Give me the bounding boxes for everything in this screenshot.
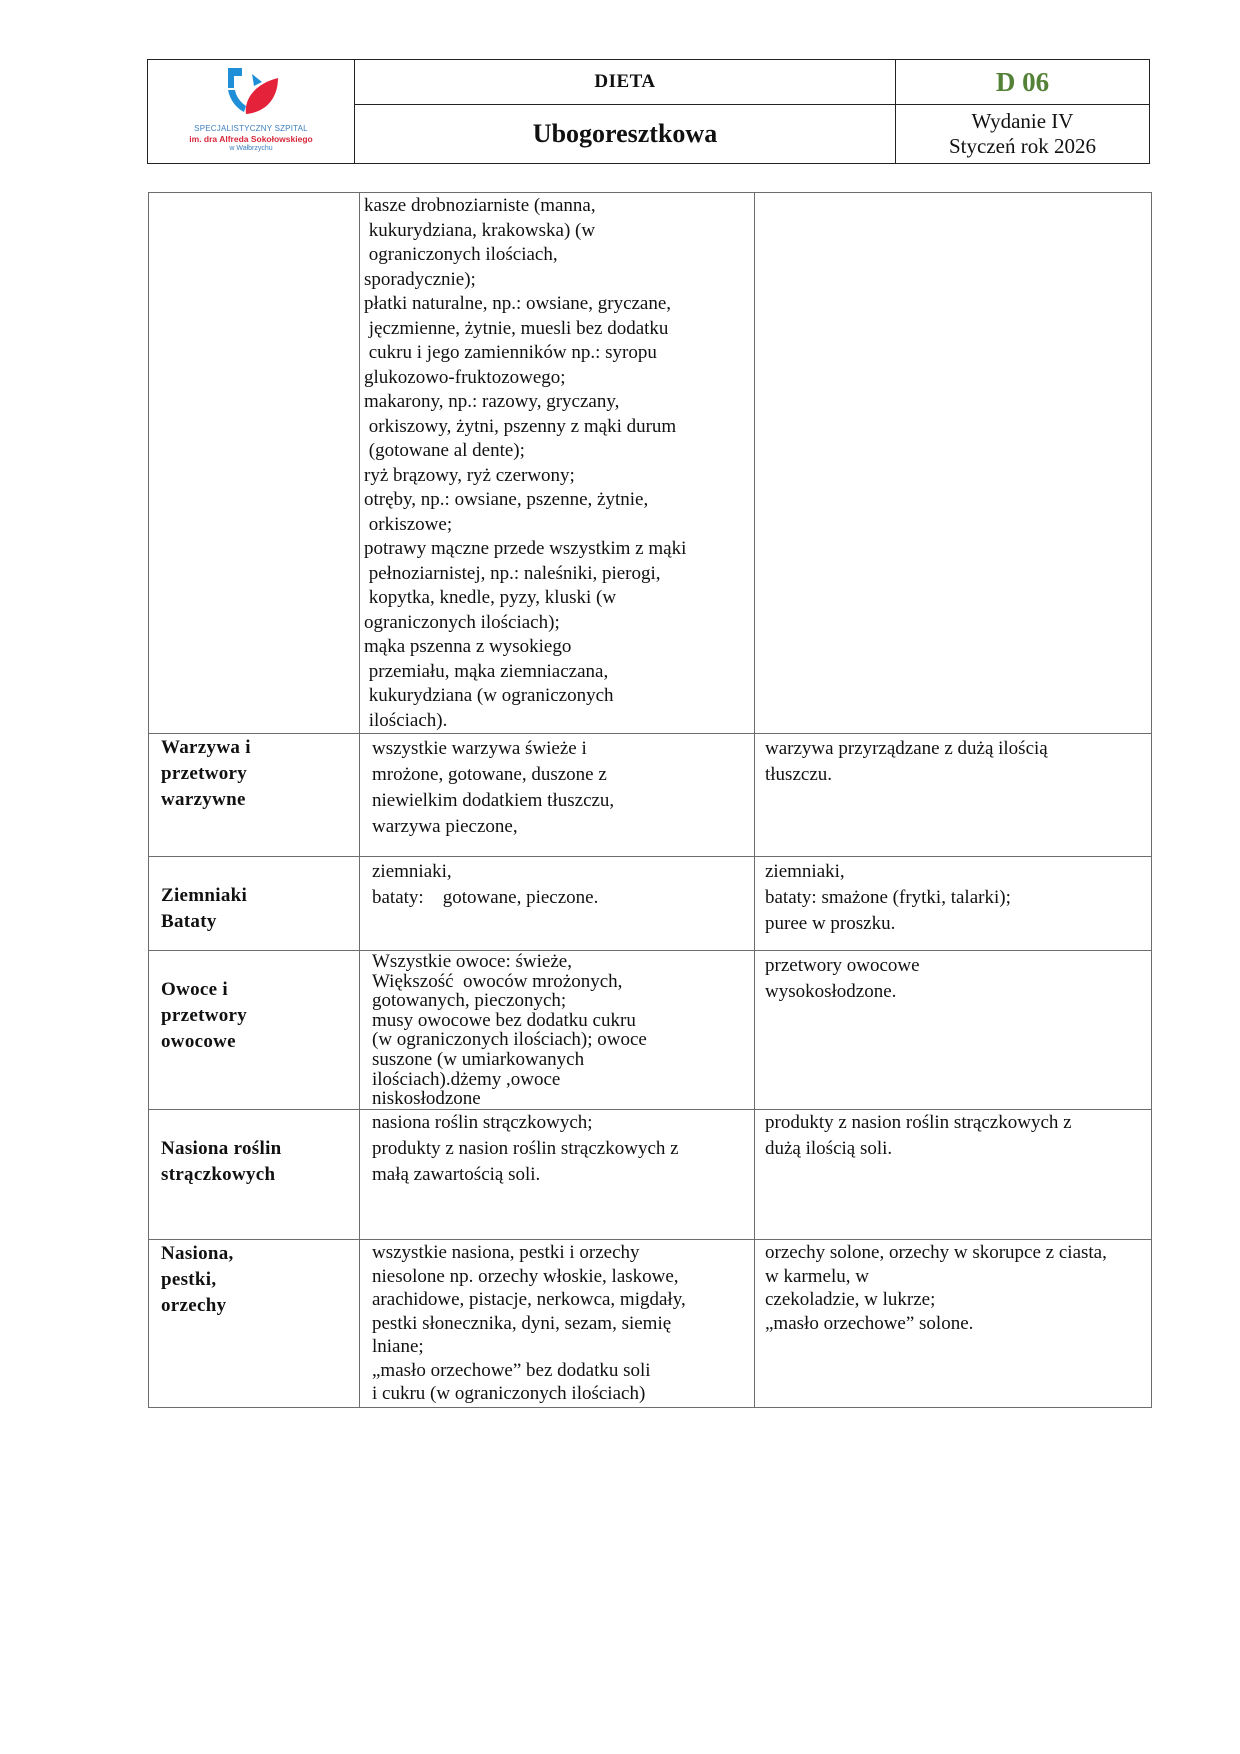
category-label: Ziemniaki Bataty xyxy=(161,885,248,932)
not-recommended-cell xyxy=(755,1240,1151,1407)
document-code: D 06 xyxy=(995,66,1050,97)
table-row xyxy=(149,193,1151,734)
recommended-text: wszystkie warzywa świeże i mrożone, gotowane, duszone z niewielkim dodatkiem tłuszczu, warzywa pieczone, xyxy=(372,738,615,837)
not-recommended-text: przetwory owocowe wysokosłodzone. xyxy=(765,955,920,1002)
hospital-logo-icon xyxy=(224,66,280,118)
recommended-text: ziemniaki, bataty: gotowane, pieczone. xyxy=(372,861,599,908)
header-title-column xyxy=(355,60,896,163)
table-row xyxy=(149,857,1151,951)
edition-date: Styczeń rok 2026 xyxy=(949,134,1096,158)
not-recommended-text: produkty z nasion roślin strączkowych z dużą ilością soli. xyxy=(765,1112,1072,1159)
recommended-cell xyxy=(360,951,755,1109)
recommended-cell xyxy=(360,193,755,733)
document-header xyxy=(147,59,1150,164)
diet-name: Ubogoresztkowa xyxy=(532,119,718,148)
recommended-text: wszystkie nasiona, pestki i orzechy niesolone np. orzechy włoskie, laskowe, arachidowe, pistacje, nerkowca, migdały, pestki słonecznika, dyni, sezam, siemię lniane; „masło orzechowe” bez dodatku soli i cukru (w ograniczonych ilościach) xyxy=(372,1242,686,1404)
recommended-cell xyxy=(360,1240,755,1407)
table-row xyxy=(149,1110,1151,1240)
not-recommended-cell xyxy=(755,951,1151,1109)
header-meta-column xyxy=(896,60,1149,163)
hospital-logo xyxy=(148,60,355,163)
category-label: Nasiona, pestki, orzechy xyxy=(161,1243,234,1316)
category-cell xyxy=(149,857,360,950)
category-cell xyxy=(149,734,360,856)
category-label: Nasiona roślin strączkowych xyxy=(161,1138,282,1185)
category-cell xyxy=(149,951,360,1109)
category-label: Owoce i przetwory owocowe xyxy=(161,979,248,1052)
recommended-text: Wszystkie owoce: świeże, Większość owoców mrożonych, gotowanych, pieczonych; musy owocowe bez dodatku cukru (w ograniczonych ilościach); owoce suszone (w umiarkowanych ilościach).dżemy ,owoce niskosłodzone xyxy=(372,951,647,1110)
category-cell xyxy=(149,1110,360,1239)
not-recommended-cell xyxy=(755,734,1151,856)
table-row xyxy=(149,734,1151,857)
diet-table xyxy=(148,192,1152,1408)
category-cell xyxy=(149,1240,360,1407)
recommended-cell xyxy=(360,857,755,950)
logo-text-line3: w Wałbrzychu xyxy=(229,145,273,152)
recommended-text: nasiona roślin strączkowych; produkty z nasion roślin strączkowych z małą zawartością soli. xyxy=(372,1112,679,1185)
recommended-cell xyxy=(360,1110,755,1239)
not-recommended-text: orzechy solone, orzechy w skorupce z ciasta, w karmelu, w czekoladzie, w lukrze; „masło orzechowe” solone. xyxy=(765,1242,1107,1334)
not-recommended-text: warzywa przyrządzane z dużą ilością tłuszczu. xyxy=(765,738,1048,785)
category-label: Warzywa i przetwory warzywne xyxy=(161,737,251,810)
table-row xyxy=(149,951,1151,1110)
section-label: DIETA xyxy=(594,71,656,92)
not-recommended-cell xyxy=(755,857,1151,950)
recommended-text: kasze drobnoziarniste (manna, kukurydziana, krakowska) (w ograniczonych ilościach, sporadycznie); płatki naturalne, np.: owsiane, gryczane, jęczmienne, żytnie, muesli bez dodatku cukru i jego zamienników np.: syropu glukozowo-fruktozowego; makarony, np.: razowy, gryczany, orkiszowy, żytni, pszenny z mąki durum (gotowane al dente); ryż brązowy, ryż czerwony; otręby, np.: owsiane, pszenne, żytnie, orkiszowe; potrawy mączne przede wszystkim z mąki pełnoziarnistej, np.: naleśniki, pierogi, kopytka, knedle, pyzy, kluski (w ograniczonych ilościach); mąka pszenna z wysokiego przemiału, mąka ziemniaczana, kukurydziana (w ograniczonych ilościach). xyxy=(364,195,687,731)
not-recommended-cell xyxy=(755,193,1151,733)
recommended-cell xyxy=(360,734,755,856)
edition-label: Wydanie IV xyxy=(971,109,1074,133)
category-cell xyxy=(149,193,360,733)
logo-text-line2: im. dra Alfreda Sokołowskiego xyxy=(189,134,313,144)
not-recommended-text: ziemniaki, bataty: smażone (frytki, talarki); puree w proszku. xyxy=(765,861,1011,934)
not-recommended-cell xyxy=(755,1110,1151,1239)
table-row xyxy=(149,1240,1151,1407)
logo-text-line1: SPECJALISTYCZNY SZPITAL xyxy=(194,124,308,133)
